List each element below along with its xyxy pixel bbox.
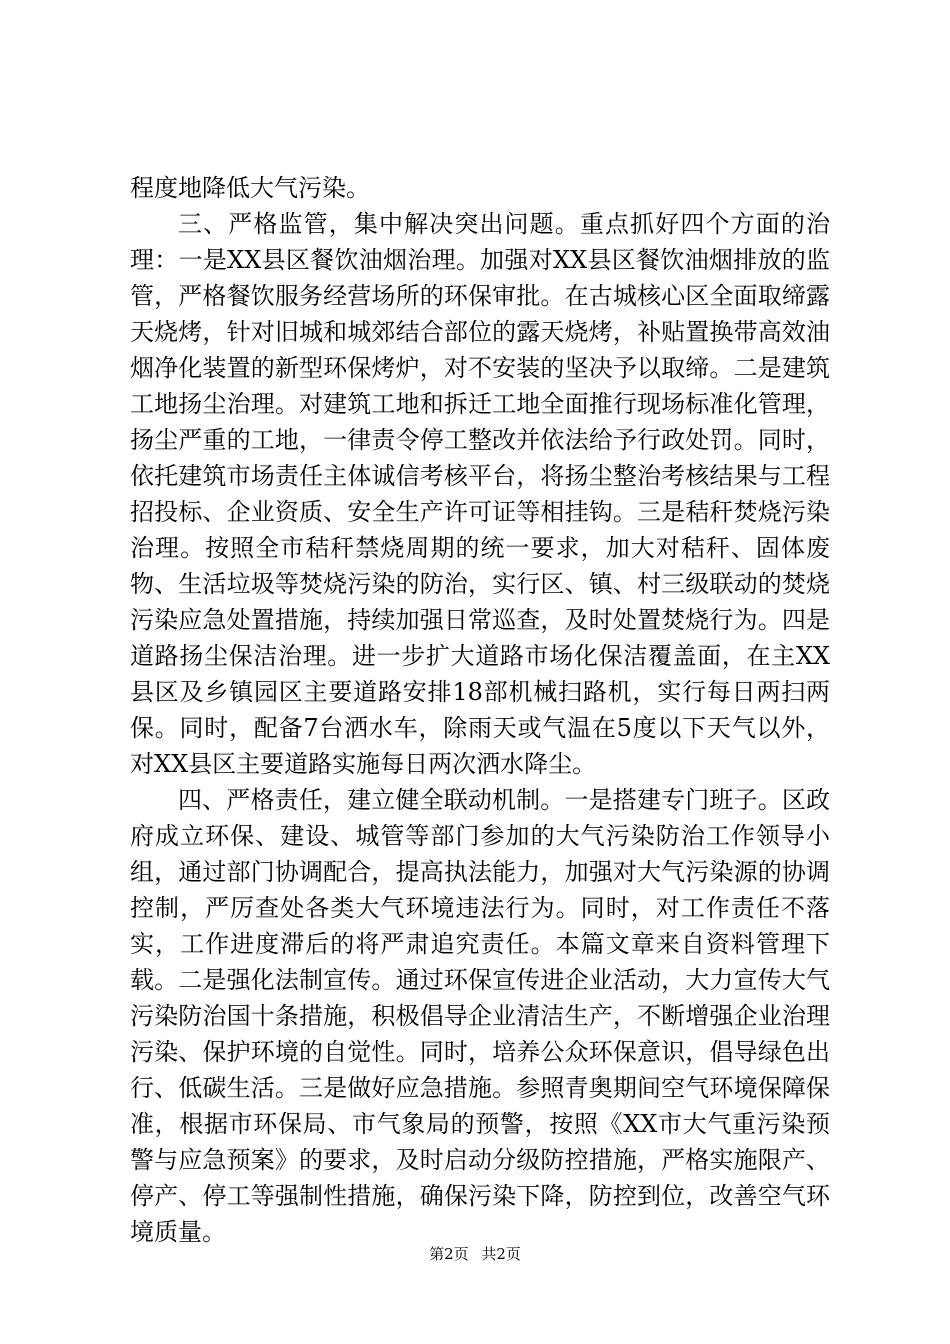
document-body: [130, 170, 830, 1250]
page-number: 第2页: [429, 1245, 469, 1263]
paragraph-3: 四、严格责任，建立健全联动机制。一是搭建专门班子。区政府成立环保、建设、城管等部门参加的大气污染防治工作领导小组，通过部门协调配合，提高执法能力，加强对大气污染源的协调控制，严厉查处各类大气环境违法行为。同时，对工作责任不落实，工作进度滞后的将严肃追究责任。本篇文章来自资料管理下载。二是强化法制宣传。通过环保宣传进企业活动，大力宣传大气污染防治国十条措施，积极倡导企业清洁生产，不断增强企业治理污染、保护环境的自觉性。同时，培养公众环保意识，倡导绿色出行、低碳生活。三是做好应急措施。参照青奥期间空气环境保障保准，根据市环保局、市气象局的预警，按照《XX市大气重污染预警与应急预案》的要求，及时启动分级防控措施，严格实施限产、停产、停工等强制性措施，确保污染下降，防控到位，改善空气环境质量。: [130, 786, 830, 1246]
paragraph-2: 三、严格监管，集中解决突出问题。重点抓好四个方面的治理：一是XX县区餐饮油烟治理。加强对XX县区餐饮油烟排放的监管，严格餐饮服务经营场所的环保审批。在古城核心区全面取缔露天烧烤，针对旧城和城郊结合部位的露天烧烤，补贴置换带高效油烟净化装置的新型环保烤炉，对不安装的坚决予以取缔。二是建筑工地扬尘治理。对建筑工地和拆迁工地全面推行现场标准化管理，扬尘严重的工地，一律责令停工整改并依法给予行政处罚。同时，依托建筑市场责任主体诚信考核平台，将扬尘整治考核结果与工程招投标、企业资质、安全生产许可证等相挂钩。三是秸秆焚烧污染治理。按照全市秸秆禁烧周期的统一要求，加大对秸秆、固体废物、生活垃圾等焚烧污染的防治，实行区、镇、村三级联动的焚烧污染应急处置措施，持续加强日常巡查，及时处置焚烧行为。四是道路扬尘保洁治理。进一步扩大道路市场化保洁覆盖面，在主XX县区及乡镇园区主要道路安排18部机械扫路机，实行每日两扫两保。同时，配备7台洒水车，除雨天或气温在5度以下天气以外，对XX县区主要道路实施每日两次洒水降尘。: [130, 210, 830, 778]
page-total: 共2页: [481, 1245, 521, 1263]
paragraph-1: 程度地降低大气污染。: [130, 174, 370, 202]
page-footer: [0, 1244, 950, 1264]
